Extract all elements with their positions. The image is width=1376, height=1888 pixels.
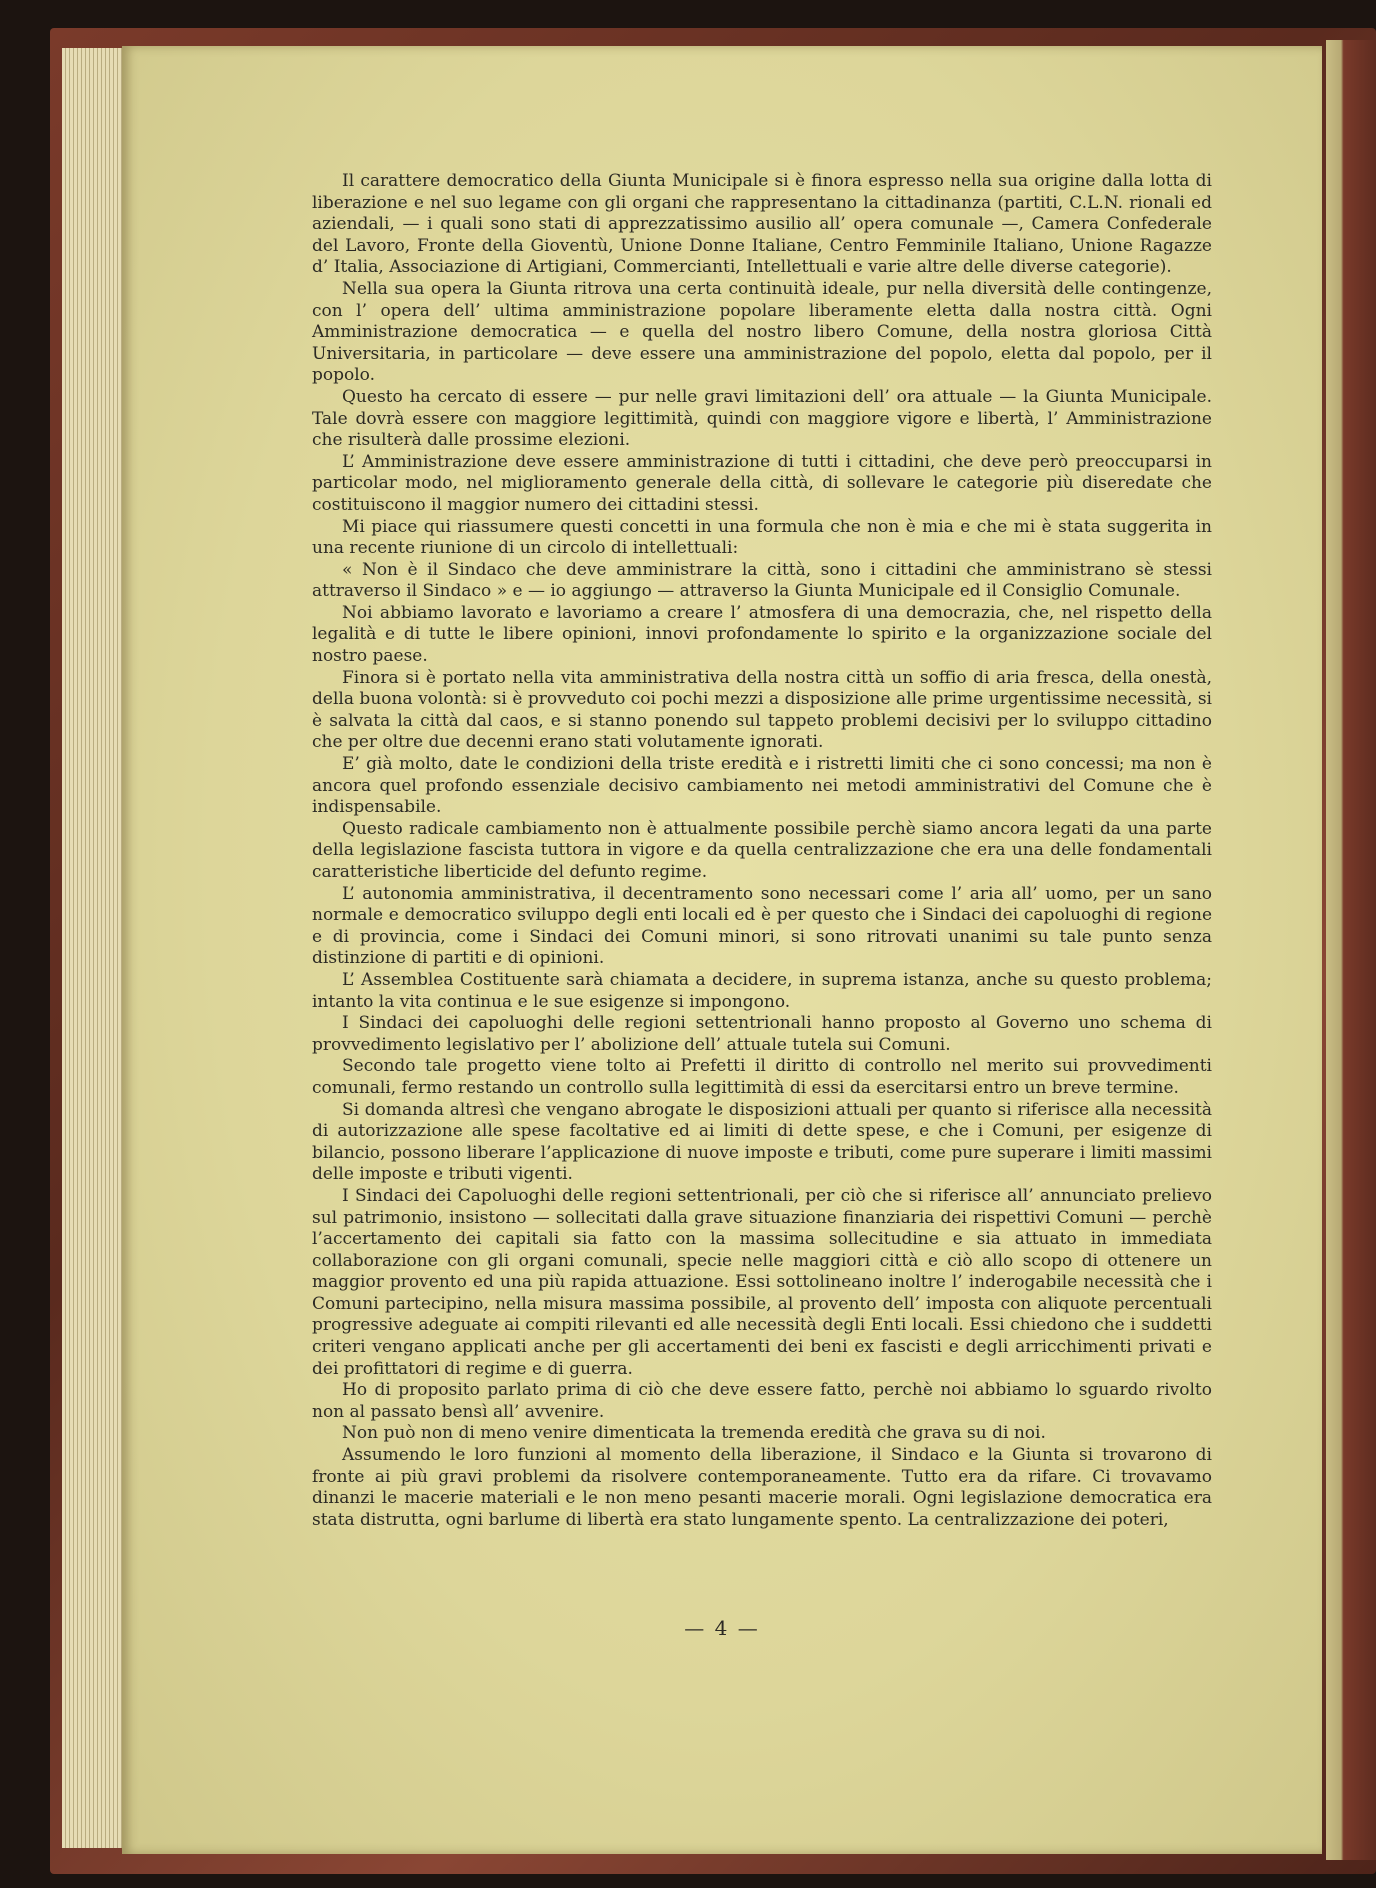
page-number: — 4 — <box>684 1616 760 1640</box>
paragraph: Assumendo le loro funzioni al momento della liberazione, il Sindaco e la Giunta si trovarono di fronte ai più gravi problemi da risolvere contemporaneamente. Tutto era da rifare. Ci trovavamo dinanzi le macerie materiali e le non meno pesanti macerie morali. Ogni legislazione democratica era stata distrutta, ogni barlume di libertà era stato lungamente spento. La centralizzazione dei poteri, <box>312 1445 1212 1530</box>
paragraph: Secondo tale progetto viene tolto ai Prefetti il diritto di controllo nel merito sui provvedimenti comunali, fermo restando un controllo sulla legittimità di essi da esercitarsi entro un breve termine. <box>312 1056 1212 1098</box>
body-text <box>312 171 1212 1531</box>
paragraph: L’ autonomia amministrativa, il decentramento sono necessari come l’ aria all’ uomo, per un sano normale e democratico sviluppo degli enti locali ed è per questo che i Sindaci dei capoluoghi di regione e di provincia, come i Sindaci dei Comuni minori, si sono ritrovati unanimi su tale punto senza distinzione di partiti e di opinioni. <box>312 883 1212 969</box>
paragraph: Si domanda altresì che vengano abrogate le disposizioni attuali per quanto si riferisce alla necessità di autorizzazione alle spese facoltative ed ai limiti di dette spese, e che i Comuni, per esigenze di bilancio, possono liberare l’applicazione di nuove imposte e tributi, come pure superare i limiti massimi delle imposte e tributi vigenti. <box>312 1099 1212 1185</box>
document-page <box>122 46 1322 1854</box>
paragraph: Non può non di meno venire dimenticata la tremenda eredità che grava su di noi. <box>342 1423 1046 1444</box>
paragraph: Ho di proposito parlato prima di ciò che deve essere fatto, perchè noi abbiamo lo sguardo rivolto non al passato bensì all’ avvenire. <box>312 1380 1212 1422</box>
paragraph: E’ già molto, date le condizioni della triste eredità e i ristretti limiti che ci sono concessi; ma non è ancora quel profondo essenziale decisivo cambiamento nei metodi amministrativi del Comune che è indispensabile. <box>312 754 1212 818</box>
paragraph: Il carattere democratico della Giunta Municipale si è finora espresso nella sua origine dalla lotta di liberazione e nel suo legame con gli organi che rappresentano la cittadinanza (partiti, C.L.N. rionali ed aziendali, — i quali sono stati di apprezzatissimo ausilio all’ opera comunale —, Camera Confederale del Lavoro, Fronte della Gioventù, Unione Donne Italiane, Centro Femminile Italiano, Unione Ragazze d’ Italia, Associazione di Artigiani, Commercianti, Intellettuali e varie altre delle diverse categorie). <box>312 171 1212 278</box>
paragraph: Noi abbiamo lavorato e lavoriamo a creare l’ atmosfera di una democrazia, che, nel rispetto della legalità e di tutte le libere opinioni, innovi profondamente lo spirito e la organizzazione sociale del nostro paese. <box>312 602 1212 667</box>
paragraph: L’ Amministrazione deve essere amministrazione di tutti i cittadini, che deve però preoccuparsi in particolar modo, nel miglioramento generale della città, di sollevare le categorie più diseredate che costituiscono il maggior numero dei cittadini stessi. <box>312 451 1212 515</box>
right-page-edge <box>1326 40 1376 1860</box>
paragraph: « Non è il Sindaco che deve amministrare la città, sono i cittadini che amministrano sè stessi attraverso il Sindaco » e — io aggiungo — attraverso la Giunta Municipale ed il Consiglio Comunale. <box>312 559 1212 602</box>
paragraph: Nella sua opera la Giunta ritrova una certa continuità ideale, pur nella diversità delle contingenze, con l’ opera dell’ ultima amministrazione popolare liberamente eletta dalla nostra città. Ogni Amministrazione democratica — e quella del nostro libero Comune, della nostra gloriosa Città Universitaria, in particolare — deve essere una amministrazione del popolo, eletta dal popolo, per il popolo. <box>312 278 1212 386</box>
paragraph: I Sindaci dei Capoluoghi delle regioni settentrionali, per ciò che si riferisce all’ annunciato prelievo sul patrimonio, insistono — sollecitati dalla grave situazione finanziaria dei rispettivi Comuni — perchè l’accertamento dei capitali sia fatto con la massima sollecitudine e sia attuato in immediata collaborazione con gli organi comunali, specie nelle maggiori città e ciò allo scopo di ottenere un maggior provento ed una più rapida attuazione. Essi sottolineano inoltre l’ inderogabile necessità che i Comuni partecipino, nella misura massima possibile, al provento dell’ imposta con aliquote percentuali progressive adeguate ai compiti rilevanti ed alle necessità degli Enti locali. Essi chiedono che i suddetti criteri vengano applicati anche per gli accertamenti dei beni ex fascisti e degli arricchimenti privati e dei profittatori di regime e di guerra. <box>312 1185 1212 1379</box>
paragraph: Questo radicale cambiamento non è attualmente possibile perchè siamo ancora legati da una parte della legislazione fascista tuttora in vigore e da quella centralizzazione che era una delle fondamentali caratteristiche liberticide del defunto regime. <box>312 818 1212 882</box>
paragraph: Mi piace qui riassumere questi concetti in una formula che non è mia e che mi è stata suggerita in una recente riunione di un circolo di intellettuali: <box>312 516 1212 559</box>
page-edges <box>62 48 122 1848</box>
paragraph: L’ Assemblea Costituente sarà chiamata a decidere, in suprema istanza, anche su questo problema; intanto la vita continua e le sue esigenze si impongono. <box>312 969 1212 1012</box>
paragraph: I Sindaci dei capoluoghi delle regioni settentrionali hanno proposto al Governo uno schema di provvedimento legislativo per l’ abolizione dell’ attuale tutela sui Comuni. <box>312 1013 1212 1055</box>
paragraph: Questo ha cercato di essere — pur nelle gravi limitazioni dell’ ora attuale — la Giunta Municipale. Tale dovrà essere con maggiore legittimità, quindi con maggiore vigore e libertà, l’ Amministrazione che risulterà dalle prossime elezioni. <box>312 386 1212 451</box>
paragraph: Finora si è portato nella vita amministrativa della nostra città un soffio di aria fresca, della onestà, della buona volontà: si è provveduto coi pochi mezzi a disposizione alle prime urgentissime necessità, si è salvata la città dal caos, e si stanno ponendo sul tappeto problemi decisivi per lo sviluppo cittadino che per oltre due decenni erano stati volutamente ignorati. <box>312 667 1212 753</box>
